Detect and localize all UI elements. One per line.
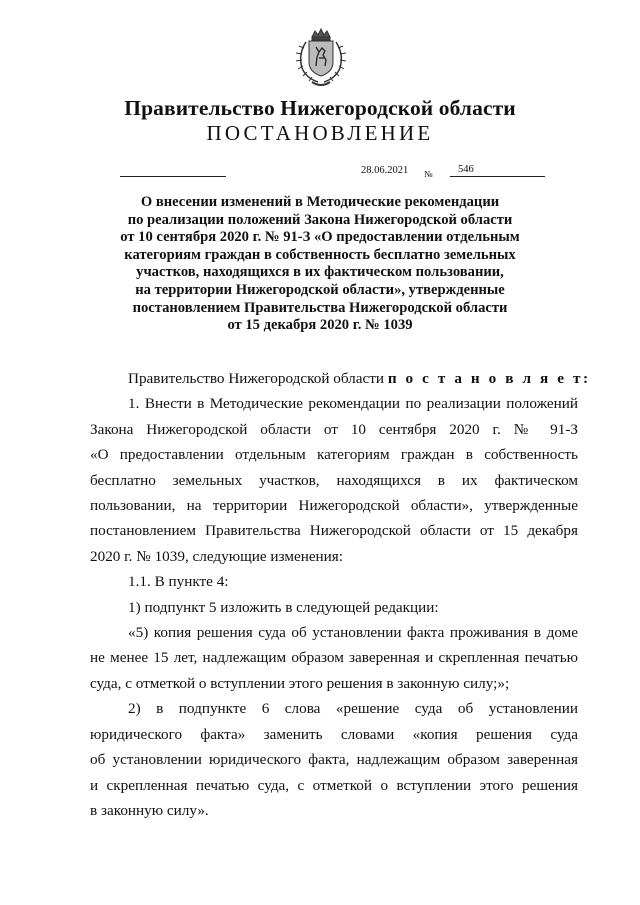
quote-line: «5) копия решения суда об установлении факта проживания в доме (128, 624, 578, 642)
coat-of-arms-emblem (292, 28, 350, 90)
document-body (90, 366, 591, 823)
document-date: 28.06.2021 (361, 165, 409, 176)
subitem-2-line: об установлении юридического факта, надлежащим образом заверенная (90, 751, 578, 769)
subject-line: постановлением Правительства Нижегородской области (132, 299, 508, 316)
subitem-2-line: 2) в подпункте 6 слова «решение суда об установлении (128, 700, 578, 718)
subitem-2-line: и скрепленная печатью суда, с отметкой о вступлении этого решения (90, 776, 578, 794)
subitem-2-line: в законную силу». (90, 801, 209, 819)
subject-line: на территории Нижегородской области», утвержденные (135, 281, 505, 298)
item1-1: 1.1. В пункте 4: (128, 573, 229, 591)
item1-line: бесплатно земельных участков, находящихся в их фактическом (90, 471, 578, 489)
decree-word: п о с т а н о в л я е т: (387, 370, 591, 387)
government-title: Правительство Нижегородской области (124, 96, 516, 120)
item1-line: 1. Внести в Методические рекомендации по реализации положений (128, 395, 578, 413)
item1-line: постановлением Правительства Нижегородской области от 15 декабря (90, 522, 578, 540)
blank-line (120, 176, 226, 177)
document-subject (0, 194, 640, 335)
subject-line: категориям граждан в собственность бесплатно земельных (124, 246, 516, 263)
preamble-text: Правительство Нижегородской области (128, 370, 388, 387)
item1-line: 2020 г. № 1039, следующие изменения: (90, 547, 344, 565)
subject-line: участков, находящихся в их фактическом пользовании, (136, 264, 504, 281)
subitem-2-line: юридического факта» заменить словами «копия решения суда (90, 725, 578, 743)
subject-line: О внесении изменений в Методические рекомендации (140, 194, 500, 210)
quote-line: суда, с отметкой о вступлении этого решения в законную силу;»; (90, 674, 510, 692)
subitem-1: 1) подпункт 5 изложить в следующей редакции: (128, 598, 439, 616)
number-sign: № (424, 169, 433, 179)
item1-line: пользовании, на территории Нижегородской области», утвержденные (90, 497, 578, 515)
document-number: 546 (450, 165, 545, 177)
preamble (90, 366, 591, 391)
subject-line: от 15 декабря 2020 г. № 1039 (227, 317, 413, 334)
subject-line: от 10 сентября 2020 г. № 91-З «О предоставлении отдельным (120, 229, 520, 246)
quote-line: не менее 15 лет, надлежащим образом заверенная и скрепленная печатью (90, 649, 578, 667)
item1-line: «О предоставлении отдельным категориям граждан в собственность (90, 446, 578, 464)
item1-line: Закона Нижегородской области от 10 сентября 2020 г. № 91-З (90, 420, 578, 438)
subject-line: по реализации положений Закона Нижегородской области (127, 211, 513, 228)
registration-row (0, 162, 640, 182)
document-type: ПОСТАНОВЛЕНИЕ (206, 121, 434, 145)
